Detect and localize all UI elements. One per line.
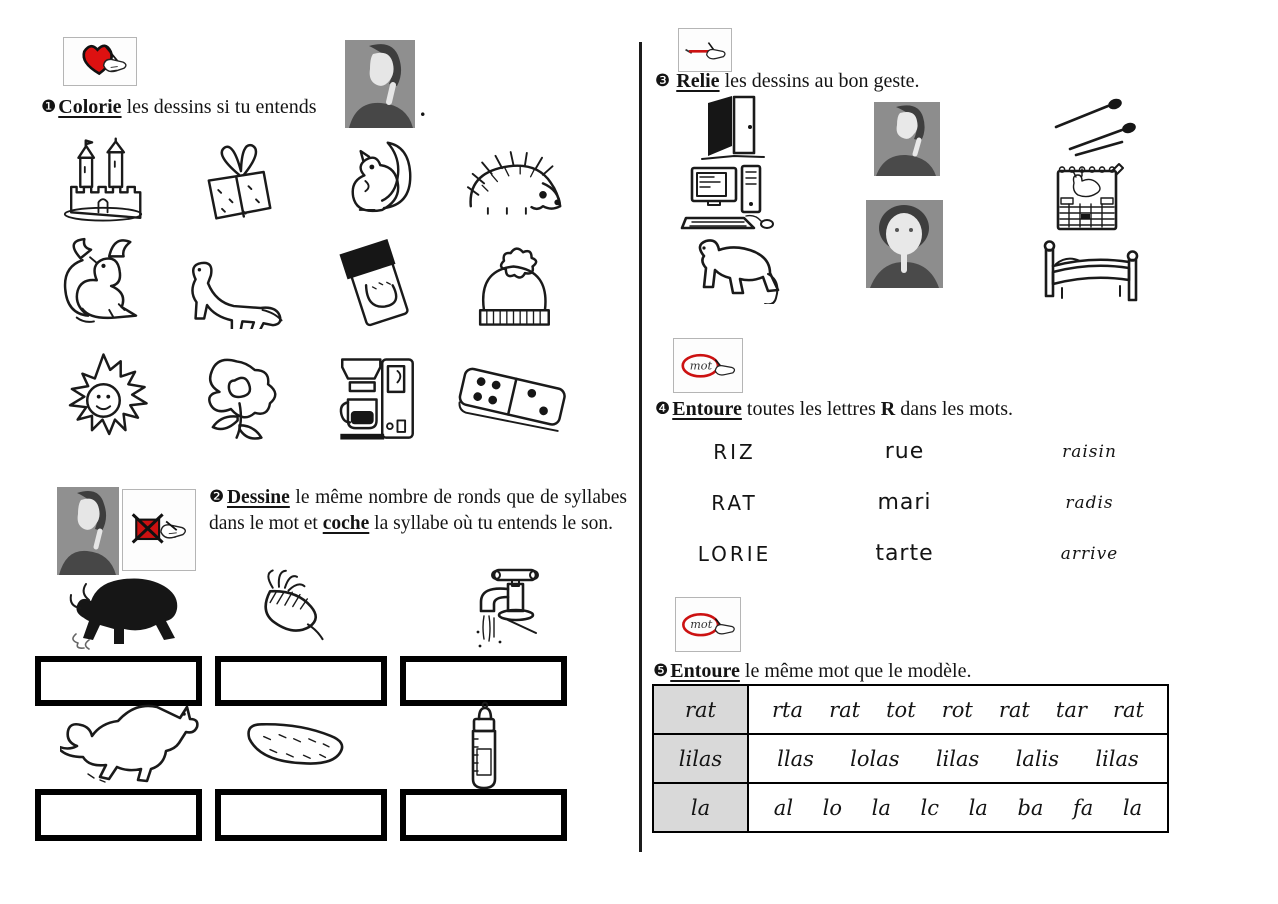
ex1-picture-grid [34, 130, 582, 464]
word-option[interactable]: ba [1017, 795, 1044, 820]
answer-box-biberon[interactable] [400, 789, 567, 841]
computer-drawing [680, 164, 776, 234]
word-option[interactable]: al [773, 795, 794, 820]
ex5-table [652, 684, 1169, 833]
word-option[interactable]: rat [829, 697, 861, 722]
hedgehog-drawing [445, 130, 582, 232]
word-option[interactable]: la [968, 795, 988, 820]
door-drawing [700, 93, 766, 161]
radish-drawing [238, 567, 348, 641]
ex1-heading [41, 96, 317, 119]
dragon-drawing [34, 232, 171, 340]
word-mari[interactable]: mari [877, 490, 932, 515]
word-option[interactable]: llas [777, 746, 814, 771]
calendar-drawing [1050, 161, 1124, 235]
ex2-verb-coche: coche [322, 513, 370, 534]
bonnet-drawing [445, 232, 582, 340]
word-option[interactable]: rat [1112, 697, 1144, 722]
dinosaur2-drawing [688, 238, 782, 304]
rose-drawing [171, 340, 308, 460]
ex5-heading [653, 660, 971, 683]
ex3-heading [655, 70, 920, 93]
gift-drawing [171, 130, 308, 232]
baby-bottle-drawing [460, 697, 508, 791]
word-radis[interactable]: radis [1065, 492, 1114, 513]
word-option[interactable]: lo [822, 795, 843, 820]
word-option[interactable]: la [871, 795, 891, 820]
model-cell-rat: rat [654, 686, 749, 733]
word-option[interactable]: lc [920, 795, 939, 820]
ex3-verb: Relie [676, 70, 720, 92]
ex2-instruction [209, 485, 627, 537]
options-row-lilas [749, 733, 1167, 782]
model-cell-lilas: lilas [654, 733, 749, 782]
ex1-verb: Colorie [58, 96, 122, 118]
ex4-number: ❹ [655, 399, 671, 419]
ex1-period: . [420, 96, 426, 121]
pickle-drawing [233, 709, 365, 779]
word-option[interactable]: lilas [1095, 746, 1139, 771]
dinosaur-drawing [171, 232, 308, 340]
word-raisin[interactable]: raisin [1062, 441, 1117, 462]
ex2-verb-dessine: Dessine [226, 487, 290, 508]
coffee-maker-drawing [308, 340, 445, 460]
bull-drawing [64, 560, 194, 656]
word-option[interactable]: lolas [850, 746, 900, 771]
kangaroo-drawing [60, 702, 208, 784]
ex3-number: ❸ [655, 71, 671, 91]
word-riz[interactable]: RIZ [713, 439, 756, 464]
ex4-word-grid [662, 426, 1172, 579]
squirrel-drawing [308, 130, 445, 232]
ex1-text: les dessins si tu entends [121, 96, 317, 118]
ex1-number: ❶ [41, 97, 57, 117]
ex4-text-2: dans les mots. [895, 398, 1013, 420]
word-option[interactable]: rat [998, 697, 1030, 722]
column-divider [639, 42, 642, 852]
word-arrive[interactable]: arrive [1060, 543, 1119, 564]
options-row-la [749, 782, 1167, 831]
domino-drawing [445, 340, 582, 460]
matches-drawing [1048, 95, 1144, 157]
relie-icon [678, 28, 732, 72]
word-option[interactable]: tar [1055, 697, 1087, 722]
ex4-text-1: toutes les lettres [741, 398, 881, 420]
bed-drawing [1040, 236, 1142, 302]
mousetrap-drawing [308, 232, 445, 340]
ex5-number: ❺ [653, 661, 669, 681]
gesture-photo-cheek [345, 40, 415, 128]
entoure-mot-icon [673, 338, 743, 393]
sun-drawing [34, 340, 171, 460]
answer-box-radis[interactable] [215, 656, 387, 706]
ex4-heading [655, 398, 1013, 421]
options-row-rat [749, 686, 1167, 733]
gesture-photo-cheek-3 [874, 102, 940, 176]
gesture-photo-lips [866, 200, 943, 288]
word-lorie[interactable]: LORIE [697, 541, 772, 566]
ex3-text: les dessins au bon geste. [719, 70, 920, 92]
word-option[interactable]: fa [1073, 795, 1094, 820]
word-rue[interactable]: rue [884, 439, 925, 464]
faucet-drawing [450, 558, 550, 658]
word-tarte[interactable]: tarte [875, 541, 934, 566]
ex4-verb: Entoure [672, 398, 742, 420]
ex5-text: le même mot que le modèle. [739, 660, 972, 682]
coche-icon [122, 489, 196, 571]
answer-box-taureau[interactable] [35, 656, 202, 706]
word-option[interactable]: lilas [935, 746, 980, 771]
castle-drawing [34, 130, 171, 232]
ex2-number: ❷ [209, 487, 225, 507]
answer-box-kangourou[interactable] [35, 789, 202, 841]
word-option[interactable]: la [1122, 795, 1143, 820]
word-option[interactable]: tot [886, 697, 916, 722]
ex2-text-1: le même nombre de ronds que de syllabes dans le mot et [209, 487, 627, 534]
entoure-mot-icon-2 [675, 597, 741, 652]
ex5-verb: Entoure [670, 660, 740, 682]
word-option[interactable]: rta [772, 697, 804, 722]
svg-text:mot: mot [689, 618, 712, 632]
answer-box-cornichon[interactable] [215, 789, 387, 841]
word-option[interactable]: lalis [1015, 746, 1060, 771]
ex4-letter-r: R [880, 398, 896, 420]
word-option[interactable]: rot [941, 697, 973, 722]
colorie-icon [63, 37, 137, 86]
model-cell-la: la [654, 782, 749, 831]
svg-text:mot: mot [689, 358, 712, 373]
word-rat[interactable]: RAT [711, 490, 758, 515]
ex2-text-2: la syllabe où tu entends le son. [369, 513, 613, 534]
